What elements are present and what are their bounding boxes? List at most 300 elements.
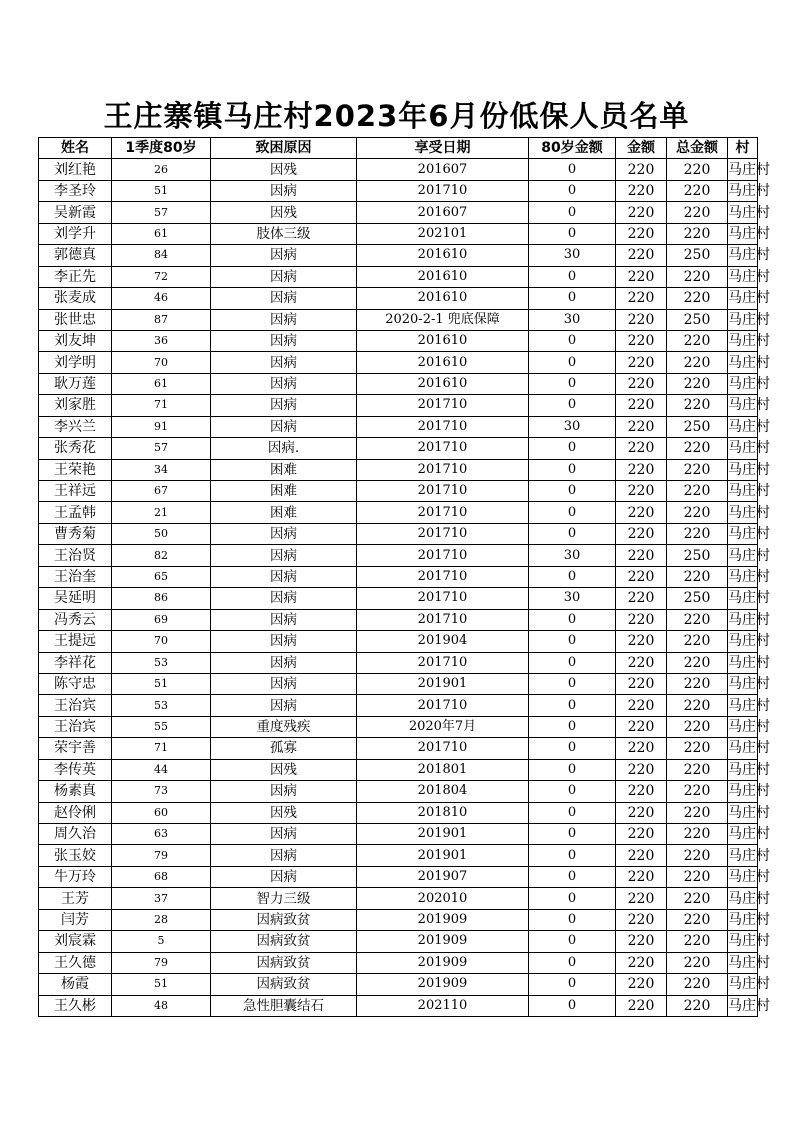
cell-amount: 220 [616,309,667,330]
cell-amount: 220 [616,888,667,909]
cell-bonus80: 0 [529,716,616,737]
table-row [39,245,758,266]
header-date: 享受日期 [357,138,529,159]
cell-name: 李兴兰 [39,416,112,437]
cell-name: 王荣艳 [39,459,112,480]
cell-bonus80: 0 [529,652,616,673]
table-row [39,309,758,330]
cell-village: 马庄村 [728,759,758,780]
cell-village: 马庄村 [728,223,758,244]
cell-village: 马庄村 [728,159,758,180]
cell-age: 68 [112,866,211,887]
cell-reason: 因病 [211,266,357,287]
cell-amount: 220 [616,609,667,630]
cell-age: 67 [112,481,211,502]
cell-name: 王治贤 [39,545,112,566]
cell-name: 刘家胜 [39,395,112,416]
cell-name: 陈守忠 [39,673,112,694]
cell-reason: 因病 [211,824,357,845]
cell-village: 马庄村 [728,566,758,587]
cell-village: 马庄村 [728,652,758,673]
cell-name: 吴新霞 [39,202,112,223]
header-amount: 金额 [616,138,667,159]
cell-date: 201909 [357,974,529,995]
cell-name: 刘学升 [39,223,112,244]
cell-age: 73 [112,781,211,802]
cell-date: 201810 [357,802,529,823]
cell-date: 201710 [357,459,529,480]
cell-village: 马庄村 [728,245,758,266]
cell-total: 220 [667,738,728,759]
cell-amount: 220 [616,481,667,502]
cell-bonus80: 0 [529,845,616,866]
table-row [39,223,758,244]
cell-village: 马庄村 [728,888,758,909]
cell-amount: 220 [616,266,667,287]
cell-age: 46 [112,288,211,309]
cell-name: 李圣玲 [39,180,112,201]
cell-date: 201610 [357,373,529,394]
cell-total: 220 [667,180,728,201]
table-row [39,373,758,394]
cell-amount: 220 [616,523,667,544]
table-row [39,931,758,952]
cell-name: 冯秀云 [39,609,112,630]
cell-village: 马庄村 [728,202,758,223]
cell-age: 71 [112,395,211,416]
cell-total: 220 [667,802,728,823]
cell-bonus80: 0 [529,438,616,459]
cell-amount: 220 [616,288,667,309]
cell-reason: 因病 [211,416,357,437]
cell-name: 李祥花 [39,652,112,673]
cell-village: 马庄村 [728,845,758,866]
cell-name: 王治宾 [39,716,112,737]
header-total: 总金额 [667,138,728,159]
cell-date: 201710 [357,738,529,759]
cell-reason: 因病 [211,523,357,544]
cell-amount: 220 [616,223,667,244]
cell-bonus80: 0 [529,952,616,973]
cell-name: 郭德真 [39,245,112,266]
cell-reason: 因病 [211,845,357,866]
cell-name: 王治宾 [39,695,112,716]
cell-age: 82 [112,545,211,566]
table-row [39,459,758,480]
cell-bonus80: 0 [529,738,616,759]
cell-age: 79 [112,952,211,973]
cell-village: 马庄村 [728,309,758,330]
cell-date: 201610 [357,330,529,351]
table-row [39,523,758,544]
cell-name: 牛万玲 [39,866,112,887]
cell-total: 220 [667,974,728,995]
cell-name: 赵伶俐 [39,802,112,823]
cell-village: 马庄村 [728,180,758,201]
cell-bonus80: 0 [529,459,616,480]
cell-amount: 220 [616,631,667,652]
table-row [39,481,758,502]
cell-date: 201710 [357,695,529,716]
cell-bonus80: 30 [529,588,616,609]
cell-amount: 220 [616,824,667,845]
cell-name: 王祥远 [39,481,112,502]
welfare-roster-table [38,137,770,1017]
cell-bonus80: 0 [529,802,616,823]
header-village: 村 [728,138,758,159]
cell-total: 220 [667,888,728,909]
cell-bonus80: 0 [529,352,616,373]
cell-reason: 因病致贫 [211,974,357,995]
cell-age: 28 [112,909,211,930]
cell-village: 马庄村 [728,673,758,694]
cell-reason: 因病 [211,781,357,802]
cell-amount: 220 [616,180,667,201]
cell-amount: 220 [616,695,667,716]
cell-reason: 因病 [211,631,357,652]
cell-total: 220 [667,352,728,373]
table-row [39,566,758,587]
cell-total: 250 [667,588,728,609]
cell-bonus80: 0 [529,695,616,716]
cell-reason: 因病 [211,545,357,566]
cell-date: 201901 [357,845,529,866]
cell-name: 荣宇善 [39,738,112,759]
cell-date: 2020年7月 [357,716,529,737]
cell-name: 刘学明 [39,352,112,373]
table-row [39,974,758,995]
cell-age: 53 [112,652,211,673]
cell-date: 201710 [357,395,529,416]
cell-age: 51 [112,673,211,694]
cell-bonus80: 0 [529,180,616,201]
cell-reason: 因病致贫 [211,952,357,973]
cell-total: 220 [667,202,728,223]
cell-village: 马庄村 [728,931,758,952]
cell-reason: 因病 [211,395,357,416]
cell-village: 马庄村 [728,416,758,437]
cell-bonus80: 0 [529,523,616,544]
cell-reason: 因残 [211,802,357,823]
cell-total: 220 [667,716,728,737]
cell-age: 70 [112,631,211,652]
cell-amount: 220 [616,652,667,673]
cell-reason: 因病 [211,609,357,630]
cell-reason: 智力三级 [211,888,357,909]
cell-amount: 220 [616,245,667,266]
cell-village: 马庄村 [728,738,758,759]
cell-bonus80: 0 [529,609,616,630]
cell-date: 201901 [357,673,529,694]
cell-date: 201710 [357,180,529,201]
cell-bonus80: 30 [529,245,616,266]
table-row [39,159,758,180]
cell-amount: 220 [616,995,667,1016]
cell-bonus80: 0 [529,395,616,416]
table-row [39,266,758,287]
table-row [39,738,758,759]
cell-total: 220 [667,866,728,887]
cell-date: 2020-2-1 兜底保障 [357,309,529,330]
cell-name: 王久彬 [39,995,112,1016]
cell-name: 曹秀菊 [39,523,112,544]
cell-age: 79 [112,845,211,866]
cell-date: 201710 [357,652,529,673]
cell-village: 马庄村 [728,824,758,845]
cell-amount: 220 [616,330,667,351]
cell-reason: 因病致贫 [211,909,357,930]
cell-date: 201907 [357,866,529,887]
table-row [39,909,758,930]
cell-total: 220 [667,288,728,309]
cell-reason: 因病. [211,438,357,459]
cell-bonus80: 0 [529,673,616,694]
cell-village: 马庄村 [728,802,758,823]
cell-date: 201901 [357,824,529,845]
table-row [39,202,758,223]
cell-amount: 220 [616,673,667,694]
cell-age: 57 [112,438,211,459]
cell-date: 201710 [357,416,529,437]
cell-bonus80: 30 [529,309,616,330]
cell-total: 250 [667,416,728,437]
cell-name: 李传英 [39,759,112,780]
cell-age: 34 [112,459,211,480]
cell-amount: 220 [616,373,667,394]
cell-total: 220 [667,759,728,780]
cell-total: 220 [667,652,728,673]
cell-total: 220 [667,909,728,930]
cell-name: 吴延明 [39,588,112,609]
cell-amount: 220 [616,459,667,480]
cell-reason: 困难 [211,459,357,480]
cell-name: 刘友坤 [39,330,112,351]
cell-name: 张玉姣 [39,845,112,866]
cell-village: 马庄村 [728,866,758,887]
cell-age: 51 [112,974,211,995]
cell-date: 201610 [357,266,529,287]
cell-amount: 220 [616,866,667,887]
cell-age: 44 [112,759,211,780]
cell-name: 张秀花 [39,438,112,459]
cell-bonus80: 0 [529,824,616,845]
cell-name: 王治奎 [39,566,112,587]
cell-reason: 重度残疾 [211,716,357,737]
cell-name: 王久德 [39,952,112,973]
cell-village: 马庄村 [728,631,758,652]
cell-reason: 因病 [211,373,357,394]
cell-amount: 220 [616,845,667,866]
cell-age: 71 [112,738,211,759]
header-bonus80: 80岁金额 [529,138,616,159]
cell-date: 201710 [357,566,529,587]
cell-name: 闫芳 [39,909,112,930]
table-row [39,845,758,866]
cell-total: 250 [667,309,728,330]
cell-age: 37 [112,888,211,909]
cell-age: 61 [112,373,211,394]
cell-amount: 220 [616,974,667,995]
table-row [39,416,758,437]
cell-age: 70 [112,352,211,373]
cell-amount: 220 [616,716,667,737]
cell-date: 201710 [357,481,529,502]
table-row [39,952,758,973]
cell-village: 马庄村 [728,438,758,459]
cell-amount: 220 [616,588,667,609]
cell-amount: 220 [616,502,667,523]
cell-name: 张世忠 [39,309,112,330]
table-row [39,695,758,716]
cell-age: 63 [112,824,211,845]
cell-total: 220 [667,931,728,952]
cell-amount: 220 [616,781,667,802]
cell-age: 84 [112,245,211,266]
cell-amount: 220 [616,395,667,416]
cell-bonus80: 0 [529,995,616,1016]
cell-reason: 因病 [211,673,357,694]
table-header-row [39,138,758,159]
table-row [39,545,758,566]
cell-date: 201607 [357,202,529,223]
document-title: 王庄寨镇马庄村2023年6月份低保人员名单 [103,99,690,133]
cell-age: 87 [112,309,211,330]
cell-reason: 因病 [211,180,357,201]
cell-bonus80: 0 [529,481,616,502]
cell-reason: 急性胆囊结石 [211,995,357,1016]
cell-date: 201607 [357,159,529,180]
cell-village: 马庄村 [728,395,758,416]
cell-total: 220 [667,673,728,694]
table-row [39,716,758,737]
cell-amount: 220 [616,802,667,823]
cell-age: 91 [112,416,211,437]
cell-amount: 220 [616,438,667,459]
cell-total: 220 [667,609,728,630]
cell-village: 马庄村 [728,373,758,394]
cell-village: 马庄村 [728,352,758,373]
cell-date: 201710 [357,438,529,459]
cell-village: 马庄村 [728,330,758,351]
cell-amount: 220 [616,416,667,437]
cell-village: 马庄村 [728,523,758,544]
cell-reason: 因病 [211,309,357,330]
cell-bonus80: 0 [529,223,616,244]
cell-bonus80: 0 [529,266,616,287]
cell-total: 220 [667,502,728,523]
cell-date: 201904 [357,631,529,652]
cell-bonus80: 0 [529,759,616,780]
cell-bonus80: 0 [529,159,616,180]
cell-date: 201710 [357,588,529,609]
cell-age: 26 [112,159,211,180]
cell-village: 马庄村 [728,974,758,995]
cell-village: 马庄村 [728,502,758,523]
cell-name: 杨素真 [39,781,112,802]
table-row [39,781,758,802]
cell-date: 201909 [357,909,529,930]
cell-date: 201804 [357,781,529,802]
cell-amount: 220 [616,931,667,952]
cell-bonus80: 0 [529,373,616,394]
cell-bonus80: 30 [529,545,616,566]
cell-total: 220 [667,995,728,1016]
cell-age: 69 [112,609,211,630]
cell-total: 220 [667,438,728,459]
cell-age: 55 [112,716,211,737]
cell-name: 周久治 [39,824,112,845]
cell-bonus80: 0 [529,888,616,909]
cell-reason: 因残 [211,159,357,180]
cell-village: 马庄村 [728,995,758,1016]
cell-age: 51 [112,180,211,201]
cell-date: 201909 [357,952,529,973]
cell-total: 220 [667,373,728,394]
table-row [39,673,758,694]
table-row [39,888,758,909]
cell-name: 王孟韩 [39,502,112,523]
cell-amount: 220 [616,545,667,566]
cell-date: 201710 [357,545,529,566]
cell-name: 刘红艳 [39,159,112,180]
cell-reason: 因残 [211,759,357,780]
cell-reason: 因病 [211,588,357,609]
cell-amount: 220 [616,202,667,223]
cell-total: 220 [667,781,728,802]
cell-village: 马庄村 [728,695,758,716]
cell-reason: 困难 [211,481,357,502]
cell-name: 王提远 [39,631,112,652]
cell-bonus80: 0 [529,631,616,652]
cell-name: 李正先 [39,266,112,287]
cell-amount: 220 [616,566,667,587]
cell-date: 201801 [357,759,529,780]
cell-date: 201710 [357,523,529,544]
cell-age: 61 [112,223,211,244]
table-row [39,438,758,459]
cell-age: 36 [112,330,211,351]
table-row [39,652,758,673]
cell-total: 250 [667,245,728,266]
cell-total: 220 [667,481,728,502]
cell-date: 201610 [357,245,529,266]
cell-bonus80: 0 [529,288,616,309]
cell-date: 202010 [357,888,529,909]
cell-name: 刘宸霖 [39,931,112,952]
cell-age: 21 [112,502,211,523]
table-row [39,802,758,823]
cell-village: 马庄村 [728,288,758,309]
cell-reason: 因病 [211,288,357,309]
cell-bonus80: 0 [529,566,616,587]
table-row [39,588,758,609]
cell-age: 48 [112,995,211,1016]
cell-total: 220 [667,952,728,973]
cell-amount: 220 [616,759,667,780]
cell-total: 220 [667,845,728,866]
cell-name: 张麦成 [39,288,112,309]
cell-date: 202101 [357,223,529,244]
cell-total: 220 [667,566,728,587]
cell-village: 马庄村 [728,609,758,630]
cell-total: 220 [667,824,728,845]
cell-bonus80: 0 [529,866,616,887]
cell-total: 220 [667,523,728,544]
cell-total: 250 [667,545,728,566]
cell-bonus80: 0 [529,974,616,995]
cell-bonus80: 0 [529,202,616,223]
cell-total: 220 [667,159,728,180]
